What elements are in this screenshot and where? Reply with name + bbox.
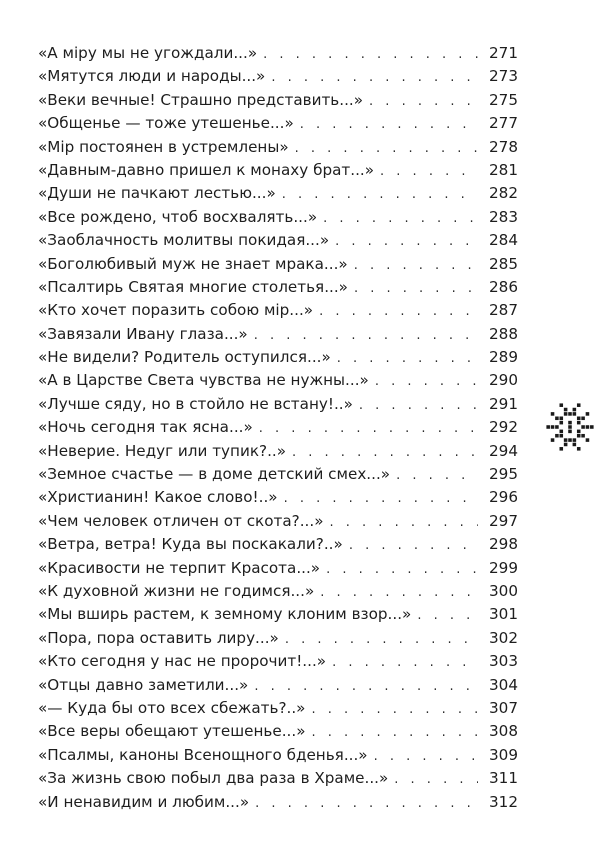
toc-entry-page-number: 275 [489, 90, 518, 109]
table-of-contents [38, 42, 518, 814]
toc-entry-page-number: 309 [489, 745, 518, 764]
toc-entry-title: «Красивости не терпит Красота...» [38, 558, 321, 577]
ornament-stitch [586, 412, 590, 416]
ornament-stitch [559, 403, 563, 407]
toc-entry-title: «Ветра, ветра! Куда вы поскакали?..» [38, 535, 343, 554]
toc-entry-page-number: 284 [489, 231, 518, 250]
toc-dot-leader [284, 487, 478, 510]
toc-entry-page-number: 302 [489, 628, 518, 647]
toc-dot-leader [349, 534, 478, 557]
toc-entry [38, 486, 518, 509]
toc-entry-title: «Заоблачность молитвы покидая...» [38, 231, 330, 250]
toc-dot-leader [319, 300, 478, 323]
toc-entry-page-number: 295 [489, 465, 518, 484]
toc-dot-leader [295, 137, 478, 160]
ornament-stitch [568, 438, 572, 442]
ornament-stitch [586, 438, 590, 442]
toc-entry-title: «Чем человек отличен от скота?...» [38, 511, 324, 530]
toc-entry-page-number: 297 [489, 511, 518, 530]
toc-entry [38, 276, 518, 299]
toc-entry-title: «Кто сегодня у нас не пророчит!...» [38, 652, 327, 671]
toc-dot-leader [271, 66, 478, 89]
toc-dot-leader [335, 230, 478, 253]
toc-entry-title: «Кто хочет поразить собою мір...» [38, 301, 314, 320]
toc-entry-page-number: 278 [489, 137, 518, 156]
ornament-stitch [577, 434, 581, 438]
ornament-stitch [551, 412, 555, 416]
toc-dot-leader [369, 90, 478, 113]
toc-entry-title: «Мы вширь растем, к земному клоним взор...» [38, 605, 412, 624]
toc-entry-page-number: 283 [489, 207, 518, 226]
toc-entry [38, 720, 518, 743]
toc-entry-title: «Земное счастье — в доме детский смех...» [38, 465, 391, 484]
toc-entry-title: «Все рождено, чтоб восхвалять...» [38, 207, 318, 226]
toc-entry-page-number: 286 [489, 277, 518, 296]
toc-entry [38, 440, 518, 463]
toc-entry-page-number: 298 [489, 535, 518, 554]
ornament-stitch [559, 434, 563, 438]
toc-entry [38, 744, 518, 767]
toc-entry-page-number: 307 [489, 698, 518, 717]
toc-entry-title: «Веки вечные! Страшно представить...» [38, 90, 364, 109]
toc-entry-page-number: 312 [489, 792, 518, 811]
ornament-stitch [564, 438, 568, 442]
ornament-stitch [555, 425, 559, 429]
ornament-stitch [573, 412, 577, 416]
toc-dot-leader [285, 628, 478, 651]
toc-dot-leader [263, 43, 478, 66]
toc-entry-title: «За жизнь свою побыл два раза в Храме...» [38, 769, 389, 788]
toc-entry [38, 580, 518, 603]
toc-dot-leader [323, 207, 478, 230]
toc-entry-page-number: 285 [489, 254, 518, 273]
toc-entry-page-number: 300 [489, 581, 518, 600]
toc-entry [38, 112, 518, 135]
toc-entry [38, 767, 518, 790]
toc-dot-leader [330, 511, 478, 534]
toc-entry-page-number: 288 [489, 324, 518, 343]
toc-entry [38, 253, 518, 276]
toc-dot-leader [375, 370, 478, 393]
toc-entry-page-number: 282 [489, 184, 518, 203]
ornament-stitch [568, 421, 572, 425]
ornament-stitch [568, 430, 572, 434]
toc-entry-page-number: 291 [489, 394, 518, 413]
toc-entry-title: «Псалмы, каноны Всенощного бденья...» [38, 745, 368, 764]
toc-dot-leader [380, 160, 478, 183]
toc-entry-title: «Мятутся люди и народы...» [38, 67, 266, 86]
cross-stitch-ornament-icon [546, 403, 594, 451]
ornament-stitch [564, 443, 568, 447]
toc-dot-leader [374, 745, 478, 768]
ornament-stitch [581, 416, 585, 420]
toc-entry-title: «Лучше сяду, но в стойло не встану!..» [38, 394, 353, 413]
toc-dot-leader [255, 792, 478, 815]
toc-entry [38, 627, 518, 650]
ornament-stitch [559, 430, 563, 434]
toc-entry-title: «Неверие. Недуг или тупик?..» [38, 441, 287, 460]
ornament-stitch [586, 425, 590, 429]
toc-dot-leader [354, 254, 478, 277]
ornament-stitch [577, 430, 581, 434]
toc-entry [38, 323, 518, 346]
toc-dot-leader [311, 721, 478, 744]
toc-entry-title: «— Куда бы ото всех сбежать?..» [38, 698, 306, 717]
toc-entry-page-number: 301 [489, 605, 518, 624]
ornament-stitch [590, 425, 594, 429]
toc-entry-title: «Общенье — тоже утешенье...» [38, 114, 294, 133]
toc-entry-title: «Отцы давно заметили...» [38, 675, 249, 694]
toc-entry [38, 182, 518, 205]
toc-dot-leader [311, 698, 478, 721]
ornament-stitch [581, 434, 585, 438]
toc-dot-leader [254, 324, 478, 347]
toc-entry-title: «Пора, пора оставить лиру...» [38, 628, 279, 647]
toc-entry [38, 674, 518, 697]
toc-entry-page-number: 273 [489, 67, 518, 86]
ornament-stitch [573, 408, 577, 412]
toc-entry-title: «Души не пачкают лестью...» [38, 184, 276, 203]
toc-entry [38, 557, 518, 580]
toc-entry-title: «Ночь сегодня так ясна...» [38, 418, 253, 437]
toc-entry-title: «Все веры обещают утешенье...» [38, 722, 306, 741]
ornament-stitch [559, 416, 563, 420]
toc-entry-title: «Мір постоянен в устремлены» [38, 137, 289, 156]
ornament-stitch [577, 403, 581, 407]
toc-entry [38, 89, 518, 112]
toc-dot-leader [326, 558, 478, 581]
toc-entry-title: «Не видели? Родитель оступился...» [38, 348, 331, 367]
toc-dot-leader [332, 651, 478, 674]
ornament-stitch [564, 412, 568, 416]
toc-entry [38, 136, 518, 159]
toc-entry [38, 65, 518, 88]
toc-entry-page-number: 287 [489, 301, 518, 320]
toc-entry [38, 697, 518, 720]
toc-entry-page-number: 281 [489, 160, 518, 179]
ornament-stitch [555, 434, 559, 438]
toc-entry-page-number: 303 [489, 652, 518, 671]
ornament-stitch [577, 416, 581, 420]
toc-dot-leader [320, 581, 478, 604]
toc-entry-title: «К духовной жизни не годимся...» [38, 581, 315, 600]
toc-entry [38, 299, 518, 322]
toc-dot-leader [337, 347, 478, 370]
toc-entry-page-number: 308 [489, 722, 518, 741]
toc-dot-leader [282, 183, 478, 206]
toc-entry [38, 346, 518, 369]
toc-entry-page-number: 299 [489, 558, 518, 577]
toc-entry [38, 369, 518, 392]
toc-entry [38, 533, 518, 556]
toc-entry-page-number: 277 [489, 114, 518, 133]
toc-dot-leader [394, 768, 478, 791]
toc-entry [38, 416, 518, 439]
toc-entry-page-number: 271 [489, 44, 518, 62]
toc-entry [38, 603, 518, 626]
ornament-stitch [551, 425, 555, 429]
toc-entry-page-number: 290 [489, 371, 518, 390]
toc-entry-page-number: 304 [489, 675, 518, 694]
toc-entry [38, 159, 518, 182]
toc-dot-leader [396, 464, 478, 487]
ornament-stitch [555, 416, 559, 420]
ornament-stitch [577, 447, 581, 451]
toc-entry [38, 206, 518, 229]
toc-entry [38, 510, 518, 533]
toc-dot-leader [359, 394, 478, 417]
toc-entry-title: «И ненавидим и любим...» [38, 792, 250, 811]
toc-entry-title: «Псалтирь Святая многие столетья...» [38, 277, 348, 296]
ornament-stitch [559, 421, 563, 425]
toc-entry [38, 463, 518, 486]
toc-dot-leader [417, 604, 478, 627]
toc-entry [38, 229, 518, 252]
toc-entry-page-number: 289 [489, 348, 518, 367]
toc-dot-leader [254, 675, 478, 698]
ornament-stitch [568, 425, 572, 429]
ornament-stitch [568, 412, 572, 416]
toc-entry-page-number: 296 [489, 488, 518, 507]
ornament-stitch [559, 447, 563, 451]
ornament-stitch [551, 438, 555, 442]
ornament-stitch [546, 425, 550, 429]
ornament-stitch [573, 443, 577, 447]
toc-entry-page-number: 311 [489, 769, 518, 788]
toc-entry-title: «Давным-давно пришел к монаху брат...» [38, 160, 375, 179]
toc-entry [38, 791, 518, 814]
toc-entry-title: «А міру мы не угождали...» [38, 44, 258, 62]
toc-entry [38, 393, 518, 416]
toc-dot-leader [259, 417, 478, 440]
toc-dot-leader [292, 441, 478, 464]
toc-dot-leader [354, 277, 478, 300]
toc-entry-title: «Завязали Ивану глаза...» [38, 324, 248, 343]
toc-entry [38, 650, 518, 673]
toc-entry-title: «А в Царстве Света чувства не нужны...» [38, 371, 369, 390]
toc-entry-page-number: 292 [489, 418, 518, 437]
ornament-stitch [573, 438, 577, 442]
ornament-stitch [577, 421, 581, 425]
ornament-stitch [564, 408, 568, 412]
toc-dot-leader [300, 113, 478, 136]
toc-entry-title: «Христианин! Какое слово!..» [38, 488, 278, 507]
toc-entry-page-number: 294 [489, 441, 518, 460]
toc-entry [38, 42, 518, 65]
toc-entry-title: «Боголюбивый муж не знает мрака...» [38, 254, 348, 273]
ornament-stitch [581, 425, 585, 429]
